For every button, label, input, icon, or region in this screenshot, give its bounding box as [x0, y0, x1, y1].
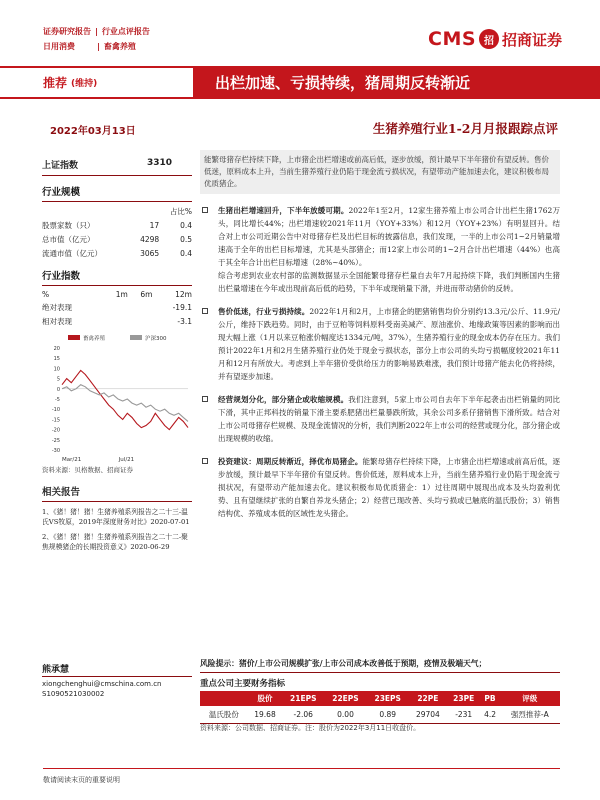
table-row	[42, 300, 192, 314]
perf-6m	[128, 314, 153, 328]
perf-1m	[103, 300, 128, 314]
y-tick-label: -5	[55, 397, 60, 403]
fin-cell: 4.2	[481, 706, 500, 724]
perf-header: 6m	[140, 289, 153, 299]
analyst-block	[42, 665, 192, 699]
y-tick-label: -10	[51, 407, 60, 414]
logo-cn-text: 招商证券	[502, 30, 563, 49]
footer-note: 敬请阅读末页的重要说明	[43, 768, 560, 785]
scale-row-value: 3065	[140, 248, 160, 258]
tag-sector: 日用消费	[43, 42, 75, 51]
index-chart-svg	[42, 332, 192, 464]
bullet-head: 投资建议：周期反转渐近，择优布局猪企。	[218, 457, 363, 466]
tag-report-subtype: 行业点评报告	[101, 27, 150, 36]
fin-header	[200, 691, 248, 706]
logo-cms-text: CMS	[428, 28, 477, 50]
title-band	[0, 66, 600, 99]
table-row	[42, 246, 192, 260]
report-title: 出栏加速、亏损持续，猪周期反转渐近	[193, 66, 600, 99]
table-row	[42, 218, 192, 232]
analyst-email[interactable]: xiongchenghui@cmschina.com.cn	[42, 680, 162, 688]
table-row	[42, 314, 192, 328]
fin-cell: 0.00	[324, 706, 366, 724]
bullet-body: 2022年1月和2月，上市猪企的肥猪销售均价分别约13.3元/公斤、11.9元/公斤，维持下跌趋势。同时，由于豆粕等饲料原料受南美减产、原油涨价、地缘政策等因素的影响而出现大幅上涨（1月以来豆粕涨价幅度达1334元/吨，37%），生猪养殖行业的现金成本仍存在压力。我们预计2022年1月和2月生猪养殖行业仍处于现金亏损状态，部分上市公司的头均亏损幅度较2021年11月和12月有所放大。考虑到上半年猪价受供给压力的影响易跌难涨，我们预计母猪产能去化仍将持续，并有望逐步加速。	[218, 307, 560, 381]
perf-row-label: 绝对表现	[42, 302, 72, 312]
scale-row-label: 流通市值（亿元）	[42, 248, 102, 258]
bullet-item	[200, 305, 560, 383]
perf-1m	[103, 314, 128, 328]
y-tick-label: 5	[56, 376, 60, 383]
perf-header: %	[42, 289, 50, 299]
fin-header: 股价	[248, 691, 282, 706]
bullet-item	[200, 393, 560, 445]
y-tick-label: -20	[51, 427, 60, 434]
scale-row-pct: 0.4	[180, 248, 192, 258]
financials-title: 重点公司主要财务指标	[200, 679, 286, 689]
report-date: 2022年03月13日	[50, 126, 136, 137]
y-tick-label: 10	[53, 366, 60, 373]
x-tick-label: Mar/21	[62, 457, 82, 463]
scale-row-value: 17	[149, 220, 160, 230]
x-tick-label: Jul/21	[118, 457, 135, 463]
scale-row-value: 4298	[140, 234, 160, 244]
y-tick-label: -30	[51, 448, 60, 454]
table-row	[42, 232, 192, 246]
summary-box: 能繁母猪存栏持续下降，上市猪企出栏增速或前高后低，逐步放缓，预计最早下半年猪价有望反转。售价低迷，原料成本上升，当前生猪养殖行业仍陷于现金流亏损状况，有望带动产能加速去化，建议积极布局优质猪企。	[200, 150, 560, 194]
bullet-square-icon	[202, 396, 208, 402]
scale-row-label: 总市值（亿元）	[42, 234, 95, 244]
chart-source: 资料来源：贝格数据、招商证券	[42, 466, 133, 474]
fin-header: 23PE	[447, 691, 481, 706]
header-tags: 证券研究报告 | 行业点评报告 日用消费 | 畜禽养殖	[43, 27, 150, 51]
index-label: 上证指数	[42, 161, 79, 171]
scale-title: 行业规模	[42, 176, 192, 202]
report-subtitle: 生猪养殖行业1-2月月报跟踪点评	[372, 121, 558, 136]
bullet-square-icon	[202, 458, 208, 464]
fin-cell: 强烈推荐-A	[500, 706, 560, 724]
index-value: 3310	[146, 158, 172, 168]
fin-header: 23EPS	[367, 691, 409, 706]
perf-header: 1m	[115, 289, 128, 299]
fin-cell: -231	[447, 706, 481, 724]
bullet-square-icon	[202, 308, 208, 314]
scale-row-pct: 0.4	[180, 220, 192, 230]
perf-12m: -19.1	[172, 302, 192, 312]
perf-row-label: 相对表现	[42, 316, 72, 326]
bullet-head: 经营规划分化，部分猪企或收缩规模。	[218, 395, 349, 404]
scale-pct-header: 占比%	[169, 206, 192, 216]
financials-source: 资料来源：公司数据、招商证券。注：股价为2022年3月11日收盘价。	[200, 724, 421, 732]
fin-header: 21EPS	[282, 691, 324, 706]
fin-cell: -2.06	[282, 706, 324, 724]
right-column	[200, 150, 560, 520]
tag-report-type: 证券研究报告	[43, 27, 91, 36]
bullet-square-icon	[202, 207, 208, 213]
bullet-extra: 综合考虑到农业农村部的监测数据显示全国能繁母猪存栏量自去年7月起持续下降，我们判断国内生猪出栏量增速在今年或出现前高后低的趋势，下半年或现销量下滑，并进而带动猪价的反转。	[218, 271, 560, 293]
bullet-item	[200, 455, 560, 520]
fin-header: 评级	[500, 691, 560, 706]
fin-header: PB	[481, 691, 500, 706]
perf-header: 12m	[175, 289, 192, 299]
cms-logo	[428, 28, 562, 50]
scale-row-label: 股票家数（只）	[42, 220, 95, 230]
related-title: 相关报告	[42, 476, 192, 502]
bullet-item	[200, 204, 560, 269]
tag-subsector: 畜禽养殖	[103, 42, 136, 51]
index-chart	[42, 332, 192, 464]
y-tick-label: 20	[53, 346, 60, 352]
related-report-link[interactable]: 2、《猪！猪！猪！生猪养殖系列报告之二十二-聚焦规模猪企的长期投资意义》2020-06-29	[42, 533, 188, 551]
analyst-license: S1090521030002	[42, 690, 105, 698]
legend-label: 畜禽养殖	[83, 336, 106, 342]
table-row	[200, 706, 560, 724]
table-header-row	[200, 691, 560, 706]
rating-main: 推荐	[43, 76, 68, 90]
fin-cell: 29704	[409, 706, 447, 724]
y-tick-label: 15	[53, 356, 60, 363]
legend-swatch	[68, 335, 80, 340]
perf-12m: -3.1	[177, 316, 192, 326]
legend-swatch	[130, 335, 142, 340]
logo-badge-icon: 招	[479, 29, 499, 49]
related-report-link[interactable]: 1、《猪！猪！猪！生猪养殖系列报告之二十三-温氏VS牧原，2019年深度财务对比》2020-07-01	[42, 508, 190, 526]
y-tick-label: 0	[56, 386, 60, 393]
performance-table	[42, 288, 192, 328]
bullet-body: 2022年1至2月，12家生猪养殖上市公司合计出栏生猪1762万头，同比增长44%；出栏增速较2021年11月（YOY+33%）和12月（YOY+23%）有明显回升。结合对上市公司近期公告中对母猪存栏及出栏目标的披露信息，我们发现，一半的上市公司1~2月销量增速高于全年的出栏目标增速，尤其是头部猪企；而12家上市公司的1~2月合计出栏增速（44%）也高于其全年合计出栏目标增速（28%~40%）。	[218, 206, 560, 267]
rating-sub: (维持)	[71, 79, 98, 89]
fin-header: 22PE	[409, 691, 447, 706]
fin-header: 22EPS	[324, 691, 366, 706]
analyst-name: 熊承慧	[42, 665, 192, 677]
performance-title: 行业指数	[42, 260, 192, 286]
legend-label: 沪深300	[145, 336, 167, 342]
bullet-head: 售价低迷，行业亏损持续。	[218, 307, 310, 316]
y-tick-label: -25	[51, 437, 60, 444]
scale-table	[42, 204, 192, 260]
bullet-head: 生猪出栏增速回升，下半年放缓可期。	[218, 206, 349, 215]
bullet-body: 能繁母猪存栏持续下降，上市猪企出栏增速或前高后低，逐步放缓，预计最早下半年猪价有望反转。售价低迷，原料成本上升，当前生猪养殖行业仍陷于现金流亏损状况，有望带动产能加速去化。建议积极布局优质猪企：1）过往周期中展现出成本及头均盈利优势、且有望继续扩张的自繁自养龙头猪企；2）经营已现改善、头均亏损或已触底的温氏股份；3）销售结构优、养殖成本低的区域性龙头猪企。	[218, 457, 561, 518]
rating	[0, 66, 193, 99]
left-column	[42, 150, 192, 552]
bullet-body: 我们注意到，5家上市公司自去年下半年起袭击出栏销量的同比下滑，其中正邦科技的销量下滑主要系肥猪出栏量暴跌所致，其余公司多系仔猪销售下滑所致。结合对上市公司母猪存栏规模、及现金流情况的分析，我们判断2022年上市公司的经营或现分化，部分猪企或出现规模的收缩。	[218, 395, 560, 443]
financials-table	[200, 691, 560, 724]
index-row	[42, 150, 192, 176]
risk-warning: 风险提示：猪价/上市公司规模扩张/上市公司成本改善低于预期，疫情及极端天气；	[200, 658, 560, 673]
perf-6m	[128, 300, 153, 314]
fin-cell: 温氏股份	[200, 706, 248, 724]
scale-row-pct: 0.5	[180, 234, 192, 244]
y-tick-label: -15	[51, 417, 60, 424]
fin-cell: 19.68	[248, 706, 282, 724]
fin-cell: 0.89	[367, 706, 409, 724]
